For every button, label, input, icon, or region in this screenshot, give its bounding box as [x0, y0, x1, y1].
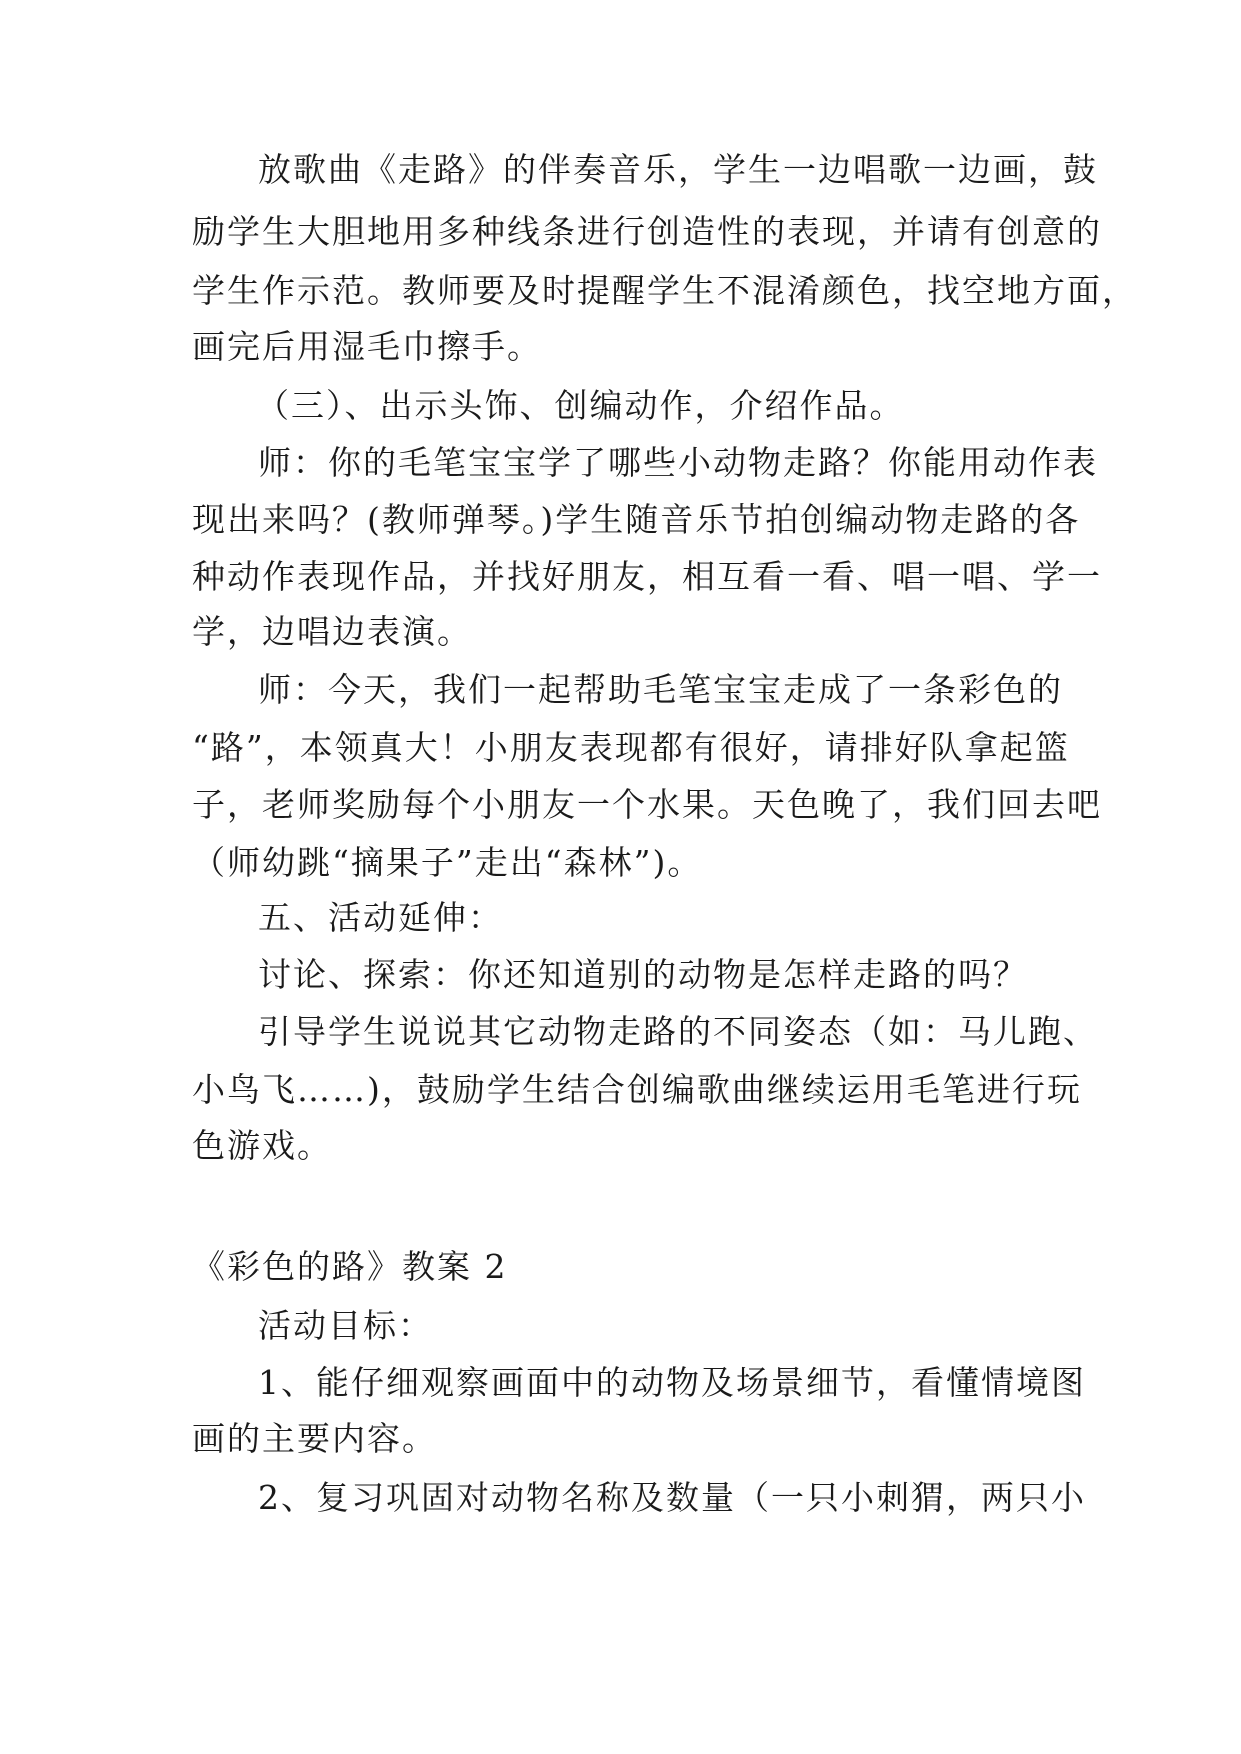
paragraph-line: 种动作表现作品，并找好朋友，相互看一看、唱一唱、学一 [192, 557, 1102, 596]
paragraph-line: 1、能仔细观察画面中的动物及场景细节，看懂情境图 [258, 1363, 1086, 1402]
paragraph-line: 励学生大胆地用多种线条进行创造性的表现，并请有创意的 [192, 212, 1102, 251]
section-heading: （三）、出示头饰、创编动作，介绍作品。 [256, 386, 905, 425]
paragraph-line: 色游戏。 [192, 1126, 332, 1165]
paragraph-line: （师幼跳“摘果子”走出“森林”)。 [192, 843, 703, 882]
paragraph-line: “路”，本领真大！小朋友表现都有很好，请排好队拿起篮 [192, 728, 1070, 767]
paragraph-line: 小鸟飞……)，鼓励学生结合创编歌曲继续运用毛笔进行玩 [192, 1070, 1082, 1109]
document-title: 《彩色的路》教案 2 [192, 1247, 508, 1286]
paragraph-line: 放歌曲《走路》的伴奏音乐，学生一边唱歌一边画，鼓 [258, 150, 1098, 189]
paragraph-line: 师：今天，我们一起帮助毛笔宝宝走成了一条彩色的 [258, 670, 1063, 709]
paragraph-line: 画完后用湿毛巾擦手。 [192, 327, 542, 366]
paragraph-line: 学生作示范。教师要及时提醒学生不混淆颜色，找空地方面， [192, 271, 1137, 310]
section-heading: 五、活动延伸： [258, 898, 503, 937]
paragraph-line: 2、复习巩固对动物名称及数量（一只小刺猬，两只小 [258, 1478, 1086, 1517]
paragraph-line: 画的主要内容。 [192, 1419, 437, 1458]
paragraph-line: 师：你的毛笔宝宝学了哪些小动物走路？你能用动作表 [258, 443, 1098, 482]
paragraph-line: 子，老师奖励每个小朋友一个水果。天色晚了，我们回去吧 [192, 785, 1102, 824]
paragraph-line: 学，边唱边表演。 [192, 612, 472, 651]
paragraph-line: 讨论、探索：你还知道别的动物是怎样走路的吗？ [258, 955, 1028, 994]
paragraph-line: 现出来吗？(教师弹琴。)学生随音乐节拍创编动物走路的各 [192, 500, 1081, 539]
paragraph-line: 引导学生说说其它动物走路的不同姿态（如：马儿跑、 [258, 1012, 1098, 1051]
section-heading: 活动目标： [258, 1306, 433, 1345]
